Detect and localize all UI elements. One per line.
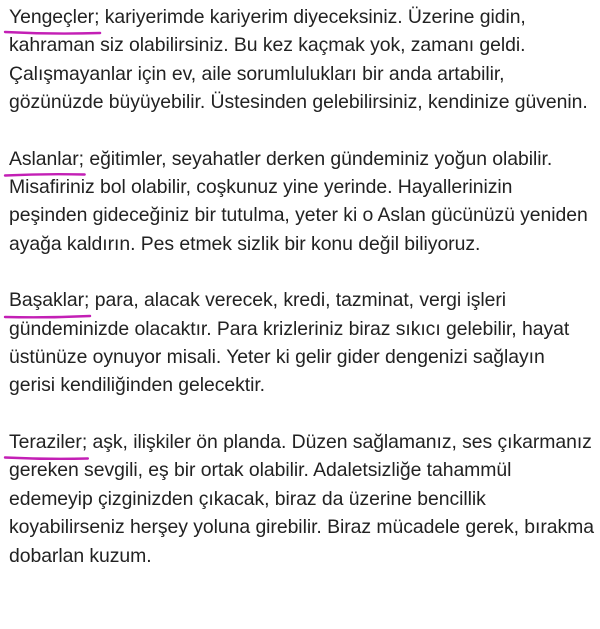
paragraph-teraziler bbox=[9, 428, 595, 570]
paragraph-body: ; kariyerimde kariyerim diyeceksiniz. Üzerine gidin, kahraman siz olabilirsiniz. Bu kez kaçmak yok, zamanı geldi. Çalışmayanlar için ev, aile sorumlulukları bir anda artabilir, gözünüzde büyüyebilir. Üstesinden gelebilirsiniz, kendinize güvenin. bbox=[9, 6, 588, 114]
paragraph-body: ; para, alacak verecek, kredi, tazminat, vergi işleri gündeminizde olacaktır. Para krizleriniz biraz sıkıcı gelebilir, hayat üstünüze oynuyor misali. Yeter ki gelir gider dengenizi sağlayın gerisi kendiliğinden gelecektir. bbox=[9, 289, 570, 397]
sign-name: Aslanlar bbox=[9, 147, 79, 170]
paragraph-yengecler bbox=[9, 3, 595, 117]
sign-term-teraziler bbox=[9, 428, 82, 456]
horoscope-text bbox=[9, 3, 595, 598]
sign-name: Teraziler bbox=[9, 430, 82, 453]
sign-term-yengecler bbox=[9, 3, 94, 31]
paragraph-body: ; eğitimler, seyahatler derken gündeminiz yoğun olabilir. Misafiriniz bol olabilir, coşkunuz yine yerinde. Hayallerinizin peşinden gideceğiniz bir tutulma, yeter ki o Aslan gücünüzü yeniden ayağa kaldırın. Pes etmek sizlik bir konu değil biliyoruz. bbox=[9, 147, 588, 255]
paragraph-basaklar bbox=[9, 286, 595, 400]
sign-term-aslanlar bbox=[9, 145, 79, 173]
sign-name: Başaklar bbox=[9, 289, 85, 312]
sign-term-basaklar bbox=[9, 286, 84, 314]
paragraph-body: ; aşk, ilişkiler ön planda. Düzen sağlamanız, ses çıkarmanız gereken sevgili, eş bir ortak olabilir. Adaletsizliğe tahammül edemeyip çizginizden çıkacak, biraz da üzerine bencillik koyabilirseniz herşey yoluna girebilir. Biraz mücadele gerek, bırakma dobarlan kuzum. bbox=[9, 430, 595, 567]
sign-name: Yengeçler bbox=[9, 6, 95, 28]
paragraph-aslanlar bbox=[9, 145, 595, 259]
